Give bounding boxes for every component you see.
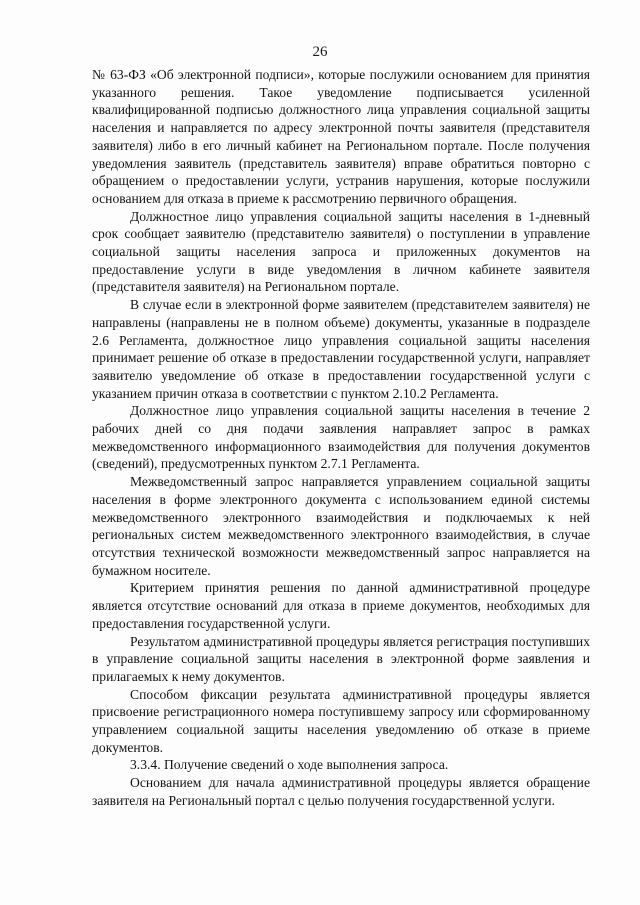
paragraph-4: Должностное лицо управления социальной защиты населения в течение 2 рабочих дней со дня подачи заявления направляет запрос в рамках межведомственного информационного взаимодействия для получения документов (сведений), предусмотренных пунктом 2.7.1 Регламента.	[92, 403, 590, 472]
page-number: 26	[312, 44, 328, 60]
paragraph-6: Критерием принятия решения по данной административной процедуре является отсутствие оснований для отказа в приеме документов, необходимых для предоставления государственной услуги.	[92, 580, 590, 631]
paragraph-3: В случае если в электронной форме заявителем (представителем заявителя) не направлены (направлены не в полном объеме) документы, указанные в подразделе 2.6 Регламента, должностное лицо управления социальной защиты населения принимает решение об отказе в предоставлении государственной услуги, направляет заявителю уведомление об отказе в предоставлении государственной услуги с указанием причин отказа в соответствии с пунктом 2.10.2 Регламента.	[92, 297, 590, 401]
paragraph-7: Результатом административной процедуры является регистрация поступивших в управление социальной защиты населения в электронной форме заявления и прилагаемых к нему документов.	[92, 633, 590, 684]
paragraph-10: Основанием для начала административной процедуры является обращение заявителя на Региональный портал с целью получения государственной услуги.	[92, 775, 590, 808]
paragraph-1: № 63-ФЗ «Об электронной подписи», которые послужили основанием для принятия указанного решения. Такое уведомление подписывается усиленной квалифицированной подписью должностного лица управления социальной защиты населения и направляется по адресу электронной почты заявителя (представителя заявителя) либо в его личный кабинет на Региональном портале. После получения уведомления заявитель (представитель заявителя) вправе обратиться повторно с обращением о предоставлении услуги, устранив нарушения, которые послужили основанием для отказа в приеме к рассмотрению первичного обращения.	[92, 67, 590, 206]
section-heading-3-3-4: 3.3.4. Получение сведений о ходе выполнения запроса.	[130, 757, 449, 773]
paragraph-2: Должностное лицо управления социальной защиты населения в 1-дневный срок сообщает заявителю (представителю заявителя) о поступлении в управление социальной защиты населения запроса и приложенных документов на предоставление услуги в виде уведомления в личном кабинете заявителя (представителя заявителя) на Региональном портале.	[92, 208, 590, 295]
body-text	[92, 66, 590, 810]
paragraph-5: Межведомственный запрос направляется управлением социальной защиты населения в форме электронного документа с использованием единой системы межведомственного электронного взаимодействия и подключаемых к ней региональных систем межведомственного электронного взаимодействия, в случае отсутствия технической возможности межведомственный запрос направляется на бумажном носителе.	[92, 474, 590, 578]
paragraph-8: Способом фиксации результата административной процедуры является присвоение регистрационного номера поступившему запросу или сформированному управлением социальной защиты населения уведомлению об отказе в приеме документов.	[92, 686, 590, 755]
